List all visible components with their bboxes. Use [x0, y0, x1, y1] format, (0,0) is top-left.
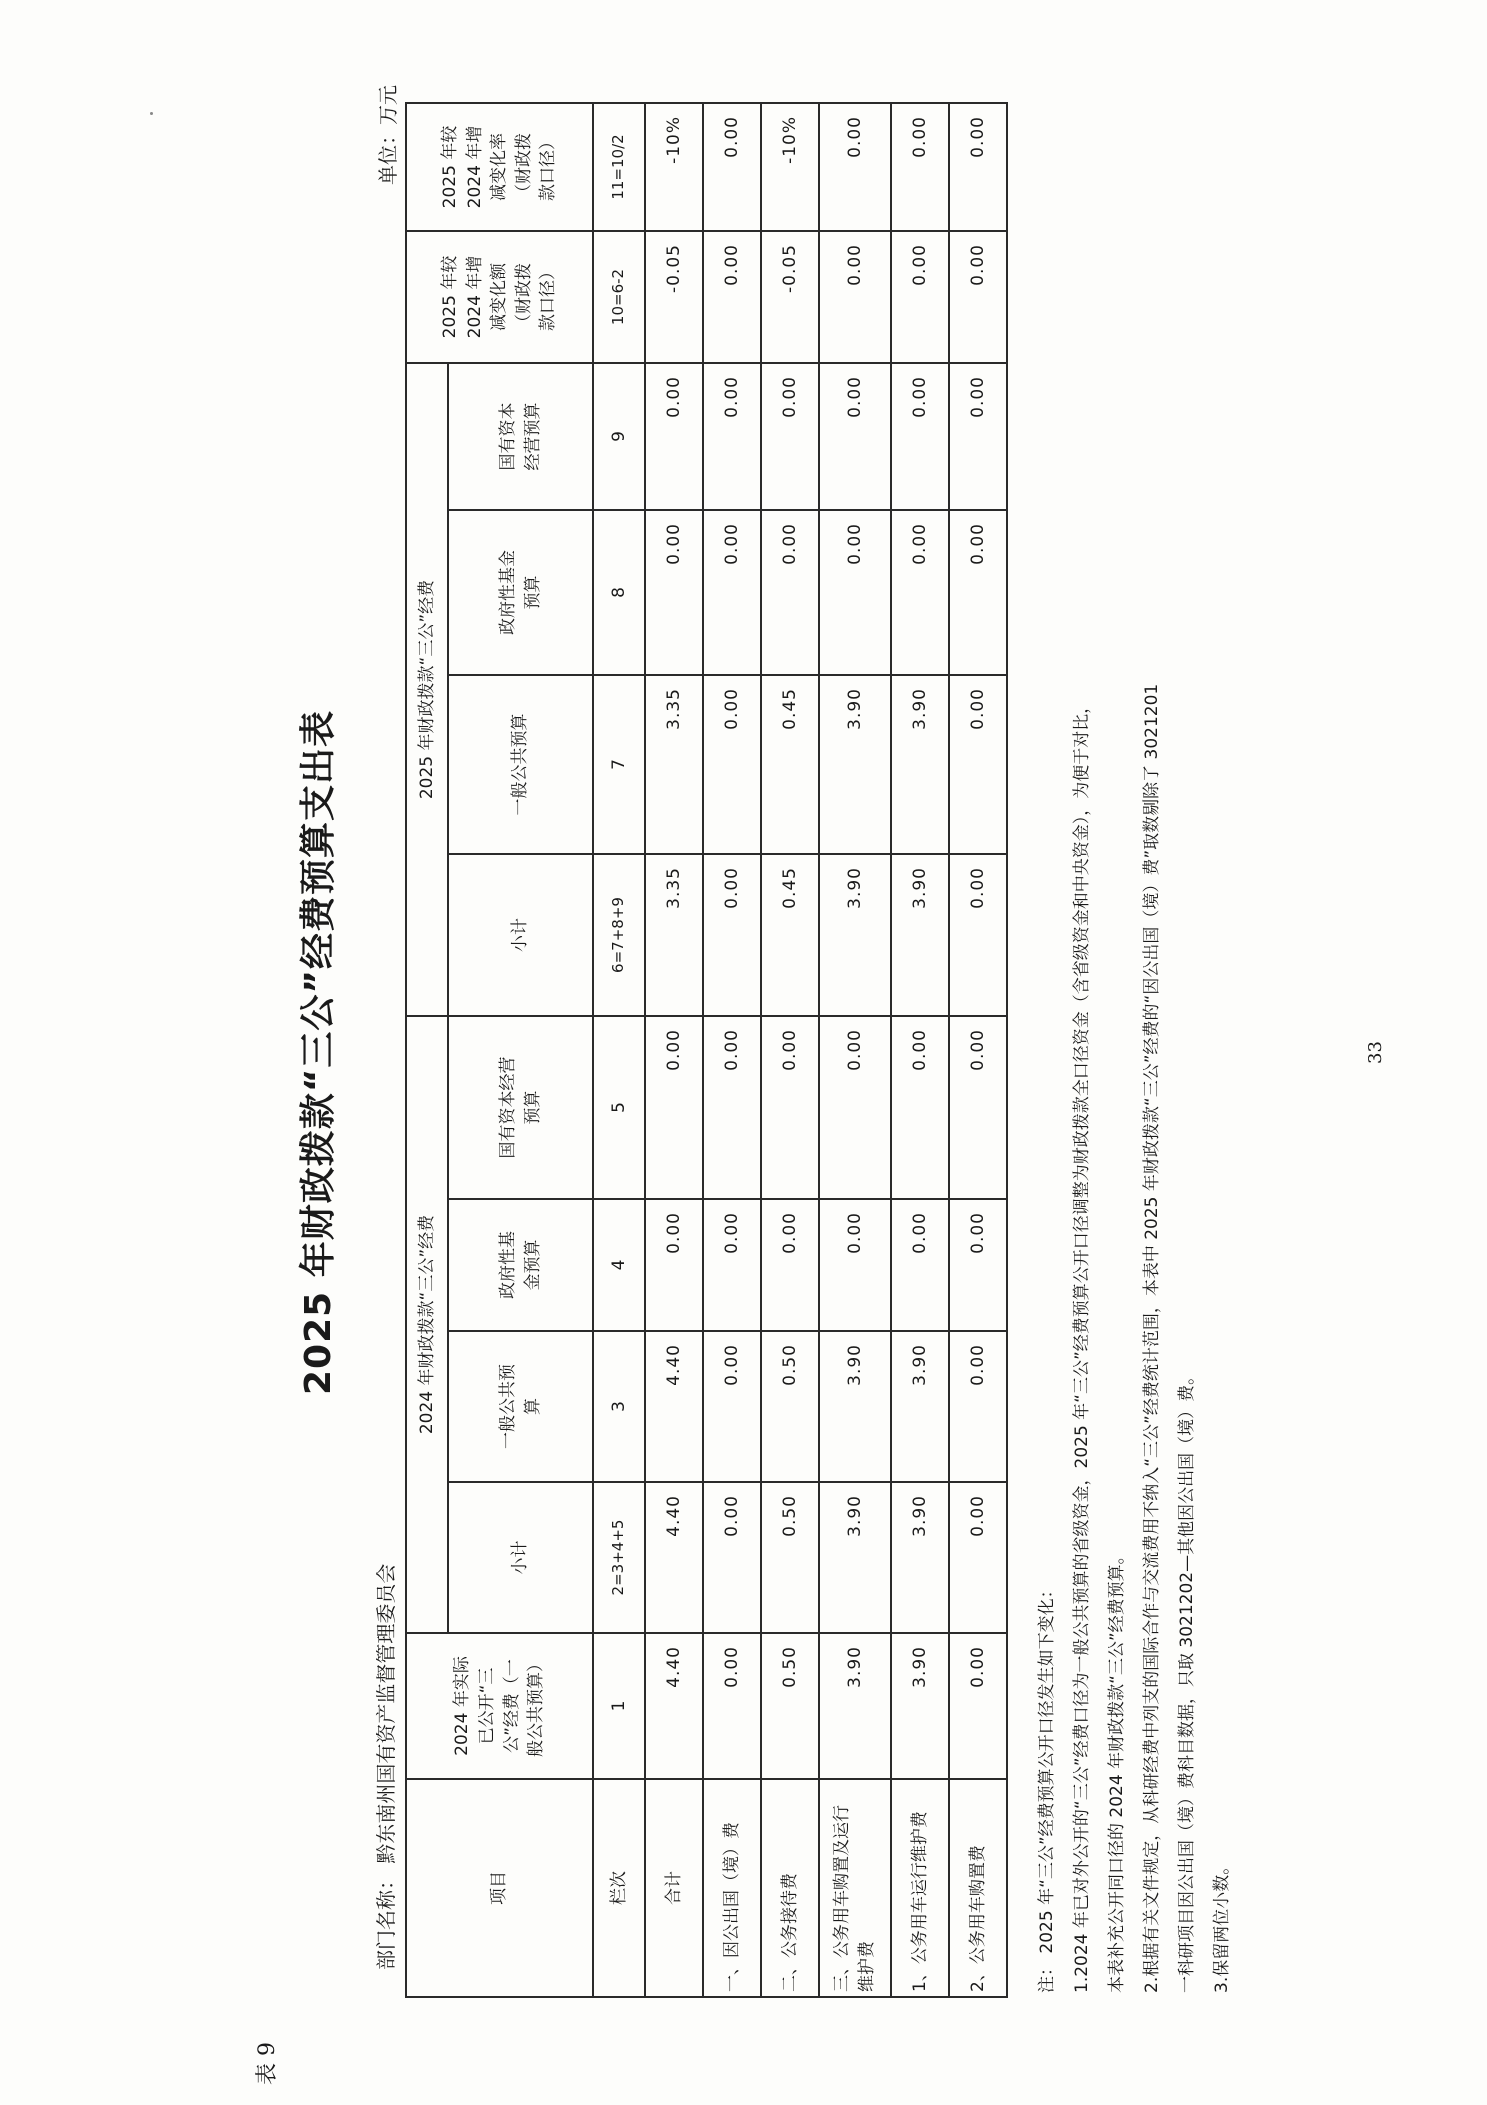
row-value-cell: -10% [645, 103, 703, 231]
row-value-cell: 4.40 [645, 1633, 703, 1779]
row-value-cell: 3.90 [891, 854, 949, 1016]
header-change-amount-line: 减变化额 [489, 263, 510, 331]
row-item-name-line: 二、公务接待费 [779, 1873, 800, 1992]
column-index-cell: 8 [593, 510, 645, 675]
header-soe-2025-line: 国有资本 [497, 402, 518, 471]
note-line: 本表补充公开同口径的 2024 年财政拨款“三公”经费预算。 [1107, 1547, 1127, 1993]
row-value-cell: 0.00 [819, 1199, 891, 1331]
row-value-cell: 0.00 [891, 1199, 949, 1331]
row-value-cell: 0.00 [891, 231, 949, 363]
column-index-cell: 2=3+4+5 [593, 1482, 645, 1633]
row-value-cell: 0.00 [949, 103, 1007, 231]
row-value-cell: -0.05 [645, 231, 703, 363]
page-title: 2025 年财政拨款“三公”经费预算支出表 [298, 709, 339, 1396]
row-value-cell: 0.50 [761, 1633, 819, 1779]
row-value-cell: 0.00 [703, 1633, 761, 1779]
row-value-cell: 0.00 [703, 675, 761, 854]
row-value-cell: 0.00 [819, 103, 891, 231]
row-value-cell: 0.00 [703, 1016, 761, 1199]
header-gov-fund-2024-line: 金预算 [522, 1239, 543, 1291]
row-value-cell: 0.00 [891, 363, 949, 510]
page-number: 33 [1365, 1041, 1386, 1064]
row-value-cell: 0.00 [703, 1482, 761, 1633]
header-change-rate-line: 2025 年较 [439, 125, 460, 209]
header-soe-2024 [448, 1016, 593, 1199]
row-value-cell: 0.00 [949, 510, 1007, 675]
budget-table [405, 102, 1008, 1998]
header-gov-fund-2024 [448, 1199, 593, 1331]
row-value-cell: 4.40 [645, 1331, 703, 1482]
header-general-2024-line: 一般公共预 [497, 1364, 518, 1449]
row-value-cell: 0.50 [761, 1331, 819, 1482]
row-value-cell: 0.00 [949, 854, 1007, 1016]
row-value-cell: 0.00 [949, 1633, 1007, 1779]
header-change-amount-line: 2025 年较 [439, 255, 460, 339]
column-index-cell: 1 [593, 1633, 645, 1779]
header-subtotal-2025: 小计 [448, 854, 593, 1016]
row-value-cell: 0.00 [703, 231, 761, 363]
row-value-cell: 3.35 [645, 675, 703, 854]
row-item-name-line: 合计 [663, 1871, 684, 1905]
unit-label: 单位：万元 [376, 85, 400, 185]
row-value-cell: 0.00 [949, 231, 1007, 363]
note-line: 注： 2025 年“三公”经费预算公开口径发生如下变化： [1037, 1581, 1057, 1993]
row-value-cell: 0.00 [703, 103, 761, 231]
row-value-cell: 0.45 [761, 854, 819, 1016]
row-value-cell: 3.90 [891, 1633, 949, 1779]
row-value-cell: 3.35 [645, 854, 703, 1016]
header-soe-2025-line: 经营预算 [522, 402, 543, 471]
row-item-name [949, 1779, 1007, 1997]
row-value-cell: 3.90 [819, 1331, 891, 1482]
department-name: 部门名称： 黔东南州国有资产监督管理委员会 [374, 1563, 398, 1970]
row-value-cell: 0.00 [703, 510, 761, 675]
header-general-2025: 一般公共预算 [448, 675, 593, 854]
row-value-cell: 0.00 [703, 363, 761, 510]
row-value-cell: 3.90 [819, 1633, 891, 1779]
header-2024-actual-line: 已公开“三 [476, 1667, 497, 1745]
header-change-rate [406, 103, 593, 231]
row-value-cell: 0.00 [891, 510, 949, 675]
table-row [703, 103, 761, 1997]
row-value-cell: 0.00 [891, 103, 949, 231]
row-value-cell: 0.00 [949, 1331, 1007, 1482]
row-item-name [645, 1779, 703, 1997]
row-value-cell: 0.00 [761, 1016, 819, 1199]
header-2024-actual-line: 2024 年实际 [452, 1656, 473, 1756]
row-value-cell: 0.00 [819, 231, 891, 363]
table-body [645, 103, 1007, 1997]
row-item-name [891, 1779, 949, 1997]
row-value-cell: 3.90 [891, 675, 949, 854]
header-subtotal-2024: 小计 [448, 1482, 593, 1633]
row-value-cell: 3.90 [819, 1482, 891, 1633]
row-value-cell: 0.00 [703, 1199, 761, 1331]
header-general-2024-line: 算 [522, 1398, 543, 1415]
note-line: 2.根据有关文件规定，从科研经费中列支的国际合作与交流费用不纳入“三公”经费统计范围，本表中 2025 年财政拨款“三公”经费的“因公出国（境）费”取数剔除了 3021201 [1142, 683, 1162, 1993]
column-index-cell: 9 [593, 363, 645, 510]
row-value-cell: 0.00 [949, 1482, 1007, 1633]
header-soe-2024-line: 国有资本经营 [497, 1056, 518, 1159]
column-index-cell: 10=6-2 [593, 231, 645, 363]
column-index-cell: 11=10/2 [593, 103, 645, 231]
row-value-cell: -10% [761, 103, 819, 231]
row-value-cell: 3.90 [819, 675, 891, 854]
header-change-amount [406, 231, 593, 363]
row-value-cell: 0.00 [703, 1331, 761, 1482]
row-value-cell: 0.00 [819, 510, 891, 675]
row-value-cell: 0.00 [645, 510, 703, 675]
row-value-cell: 3.90 [891, 1331, 949, 1482]
table-row [761, 103, 819, 1997]
column-index-cell: 5 [593, 1016, 645, 1199]
row-item-name [703, 1779, 761, 1997]
header-change-amount-line: （财政拨 [513, 263, 534, 331]
header-2024-actual-line: 公”经费（一 [501, 1659, 522, 1753]
header-group-2024: 2024 年财政拨款“三公”经费 [406, 1016, 448, 1633]
row-value-cell: 0.00 [761, 510, 819, 675]
row-value-cell: 0.00 [703, 854, 761, 1016]
row-value-cell: -0.05 [761, 231, 819, 363]
column-index-cell: 6=7+8+9 [593, 854, 645, 1016]
row-value-cell: 0.00 [761, 363, 819, 510]
header-general-2024 [448, 1331, 593, 1482]
row-value-cell: 0.00 [645, 1016, 703, 1199]
row-value-cell: 0.00 [949, 675, 1007, 854]
header-soe-2025 [448, 363, 593, 510]
row-value-cell: 0.00 [949, 1016, 1007, 1199]
table-row [645, 103, 703, 1997]
header-gov-fund-2025 [448, 510, 593, 675]
header-gov-fund-2025-line: 政府性基金 [497, 550, 518, 635]
header-change-amount-line: 款口径） [538, 263, 559, 331]
note-line: 一科研项目因公出国（境）费科目数据，只取 3021202—其他因公出国（境）费。 [1177, 1367, 1197, 1993]
row-value-cell: 0.00 [949, 363, 1007, 510]
header-gov-fund-2024-line: 政府性基 [497, 1231, 518, 1299]
column-index-cell: 7 [593, 675, 645, 854]
row-value-cell: 0.45 [761, 675, 819, 854]
row-value-cell: 0.00 [761, 1199, 819, 1331]
row-value-cell: 0.00 [949, 1199, 1007, 1331]
table-row [819, 103, 891, 1997]
column-index-row [593, 103, 645, 1997]
row-value-cell: 4.40 [645, 1482, 703, 1633]
row-item-name-line: 一、因公出国（境）费 [721, 1822, 742, 1992]
notes [1030, 684, 1240, 1993]
row-item-name-line: 1、公务用车运行维护费 [909, 1811, 930, 1992]
row-item-name [761, 1779, 819, 1997]
row-item-name [819, 1779, 891, 1997]
scan-speck [150, 112, 153, 115]
row-item-name-line: 2、公务用车购置费 [967, 1845, 988, 1992]
header-gov-fund-2025-line: 预算 [522, 575, 543, 610]
row-value-cell: 0.00 [645, 1199, 703, 1331]
header-change-rate-line: 减变化率 [489, 133, 510, 201]
row-value-cell: 0.00 [891, 1016, 949, 1199]
header-change-rate-line: 2024 年增 [464, 125, 485, 209]
row-item-name-line: 三、公务用车购置及运行 [832, 1805, 853, 1992]
row-value-cell: 3.90 [819, 854, 891, 1016]
row-value-cell: 0.00 [819, 363, 891, 510]
table-row [891, 103, 949, 1997]
header-soe-2024-line: 预算 [522, 1090, 543, 1125]
header-group-2025: 2025 年财政拨款“三公”经费 [406, 363, 448, 1016]
column-index-cell: 4 [593, 1199, 645, 1331]
header-change-rate-line: （财政拨 [513, 133, 534, 201]
row-value-cell: 3.90 [891, 1482, 949, 1633]
header-row-1 [406, 103, 448, 1997]
row-item-name-line: 维护费 [857, 1941, 877, 1992]
header-change-rate-line: 款口径） [538, 133, 559, 201]
row-value-cell: 0.50 [761, 1482, 819, 1633]
header-change-amount-line: 2024 年增 [464, 255, 485, 339]
column-index-label: 栏次 [593, 1779, 645, 1997]
column-index-cell: 3 [593, 1331, 645, 1482]
header-2024-actual-line: 般公共预算） [526, 1655, 547, 1757]
note-line: 3.保留两位小数。 [1212, 1857, 1232, 1993]
header-item: 项目 [406, 1779, 593, 1997]
table-row [949, 103, 1007, 1997]
row-value-cell: 0.00 [645, 363, 703, 510]
row-value-cell: 0.00 [819, 1016, 891, 1199]
note-line: 1.2024 年已对外公开的“三公”经费口径为一般公共预算的省级资金，2025 年“三公”经费预算公开口径调整为财政拨款全口径资金（含省级资金和中央资金），为便于对比， [1072, 696, 1092, 1993]
header-2024-actual [406, 1633, 593, 1779]
table-label: 表 9 [255, 2042, 280, 2085]
